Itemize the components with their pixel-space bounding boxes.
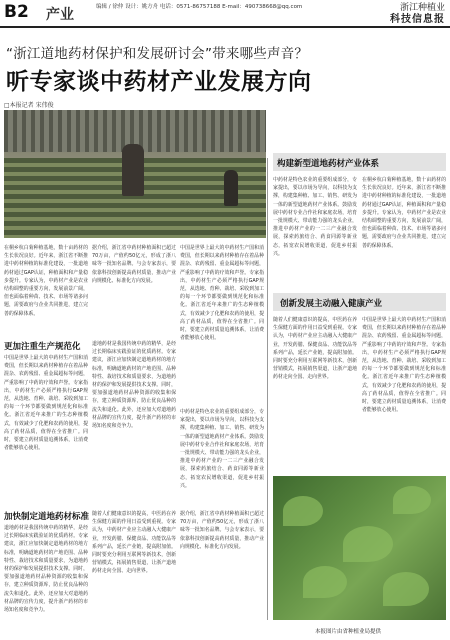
section-heading: 加快制定道地药材标准 xyxy=(4,512,90,522)
section-heading: 更加注重生产规范化 xyxy=(4,342,81,352)
body-text: 在桐乡杭白菊种植基地，数十亩药材的生长状况良好。近年来，浙江省不断推进中药材种植的标准化建设，一批道地药材通过GAP认证，种植面积和产量稳步提升。专家认为，中药材产业是农业结构调整的重要方向，发展前景广阔，但也面临着种苗、技术、市场等诸多问题，需要政府与企业共同推进，建立完善的保障体系。 xyxy=(362,177,446,249)
paper-name-line2: 科技信息报 xyxy=(390,14,445,25)
column-divider xyxy=(267,158,268,620)
body-text: 道地药材是我国传统中药的精华，是经过长期临床实践验证的优质药材。专家建议，浙江应加快制定道地药材的地方标准，明确道地药材的产地范围、品种特性、栽培技术和质量要求，为道地药材的保护和发展提供技术支撑。同时，要加强道地药材品种资源的收集和保存，建立种质资源库，防止优良品种的流失和退化。此外，还应加大对道地药材品牌的宣传力度，提升浙产药材的市场知名度和竞争力。 xyxy=(92,341,176,430)
editor-line: 编辑 / 徐仲 设计：姚方舟 电话：0571-86757188 E-mail：490738668@qq.com xyxy=(96,4,303,10)
article-subtitle: “浙江道地药材保护和发展研讨会”带来哪些声音？ xyxy=(6,46,309,62)
worker-figure xyxy=(224,170,238,206)
body-text: 中药材是特色农业的重要组成部分，专家提出，要以市场为导向，以科技为支撑，构建集种植、加工、销售、研发为一体的新型道地药材产业体系。鼓励发展中药材专业合作社和家庭农场，培育一批规模大、带动能力强的龙头企业，推进中药材产业的一二三产业融合发展，探索药旅结合、药食同源等新业态，拓宽农民增收渠道，促进乡村振兴。 xyxy=(273,177,357,257)
paper-masthead xyxy=(390,3,445,25)
herb-plant-photo xyxy=(273,476,446,620)
section-heading: 构建新型道地药材产业体系 xyxy=(277,159,380,169)
body-text: 中药材是特色农业的重要组成部分，专家提出，要以市场为导向，以科技为支撑，构建集种植、加工、销售、研发为一体的新型道地药材产业体系。鼓励发展中药材专业合作社和家庭农场，培育一批规模大、带动能力强的龙头企业，推进中药材产业的一二三产业融合发展，探索药旅结合、药食同源等新业态，拓宽农民增收渠道，促进乡村振兴。 xyxy=(180,409,264,489)
worker-figure xyxy=(122,144,144,196)
paper-name-line1: 浙江种植业 xyxy=(399,3,445,13)
channel-name: 产业 xyxy=(46,7,74,23)
body-text: 中国是世界上最大的中药材生产国和消费国，但长期以来药材种植存在着品种混杂、农药残留、重金属超标等问题，严重影响了中药的疗效和声誉。专家指出，中药材生产必须严格执行GAP规范，从选地、育种、栽培、采收到加工的每一个环节都要做到规范化和标准化。浙江省近年来推广的生态种植模式，有效减少了化肥和农药的使用，提高了药材品质，值得在全省推广。同时，要建立药材质量追溯体系，让消费者能够放心使用。 xyxy=(362,317,446,414)
body-text: 中国是世界上最大的中药材生产国和消费国，但长期以来药材种植存在着品种混杂、农药残留、重金属超标等问题，严重影响了中药的疗效和声誉。专家指出，中药材生产必须严格执行GAP规范，从选地、育种、栽培、采收到加工的每一个环节都要做到规范化和标准化。浙江省近年来推广的生态种植模式，有效减少了化肥和农药的使用，提高了药材品质，值得在全省推广。同时，要建立药材质量追溯体系，让消费者能够放心使用。 xyxy=(4,355,88,452)
page-header xyxy=(0,0,450,26)
photo-caption: 本报图片由省种植业局提供 xyxy=(315,629,382,635)
body-text: 中国是世界上最大的中药材生产国和消费国，但长期以来药材种植存在着品种混杂、农药残留、重金属超标等问题，严重影响了中药的疗效和声誉。专家指出，中药材生产必须严格执行GAP规范，从选地、育种、栽培、采收到加工的每一个环节都要做到规范化和标准化。浙江省近年来推广的生态种植模式，有效减少了化肥和农药的使用，提高了药材品质，值得在全省推广。同时，要建立药材质量追溯体系，让消费者能够放心使用。 xyxy=(180,245,264,342)
article-title: 听专家谈中药材产业发展方向 xyxy=(6,69,312,95)
greenhouse-photo xyxy=(4,110,266,238)
body-text: 在桐乡杭白菊种植基地，数十亩药材的生长状况良好。近年来，浙江省不断推进中药材种植的标准化建设，一批道地药材通过GAP认证，种植面积和产量稳步提升。专家认为，中药材产业是农业结构调整的重要方向，发展前景广阔，但也面临着种苗、技术、市场等诸多问题，需要政府与企业共同推进，建立完善的保障体系。 xyxy=(4,245,88,317)
body-text: 随着人们健康意识的提高，中医药在养生保健方面的作用日益受到重视。专家认为，中药材产业应主动融入大健康产业，开发药膳、保健食品、功能饮品等系列产品，延长产业链，提高附加值。同时要充分利用互联网等新技术，创新营销模式，拓展销售渠道，让浙产道地药材走向全国、走向世界。 xyxy=(92,511,176,575)
body-text: 道地药材是我国传统中药的精华，是经过长期临床实践验证的优质药材。专家建议，浙江应加快制定道地药材的地方标准，明确道地药材的产地范围、品种特性、栽培技术和质量要求，为道地药材的保护和发展提供技术支撑。同时，要加强道地药材品种资源的收集和保存，建立种质资源库，防止优良品种的流失和退化。此外，还应加大对道地药材品牌的宣传力度，提升浙产药材的市场知名度和竞争力。 xyxy=(4,525,88,614)
section-heading: 创新发展主动融入健康产业 xyxy=(280,299,383,309)
article-byline: □本报记者 宋伟俊 xyxy=(4,102,54,109)
header-rule xyxy=(0,26,450,28)
body-text: 据介绍，浙江省中药材种植面积已超过70万亩，产值约50亿元，形成了浙八味等一批知名品牌。与会专家表示，要依靠科技创新提高药材质量，推动产业向规模化、标准化方向发展。 xyxy=(180,511,264,550)
body-text: 据介绍，浙江省中药材种植面积已超过70万亩，产值约50亿元，形成了浙八味等一批知名品牌。与会专家表示，要依靠科技创新提高药材质量，推动产业向规模化、标准化方向发展。 xyxy=(92,245,176,284)
body-text: 随着人们健康意识的提高，中医药在养生保健方面的作用日益受到重视。专家认为，中药材产业应主动融入大健康产业，开发药膳、保健食品、功能饮品等系列产品，延长产业链，提高附加值。同时要充分利用互联网等新技术，创新营销模式，拓展销售渠道，让浙产道地药材走向全国、走向世界。 xyxy=(273,317,357,381)
section-code: B2 xyxy=(4,2,29,22)
